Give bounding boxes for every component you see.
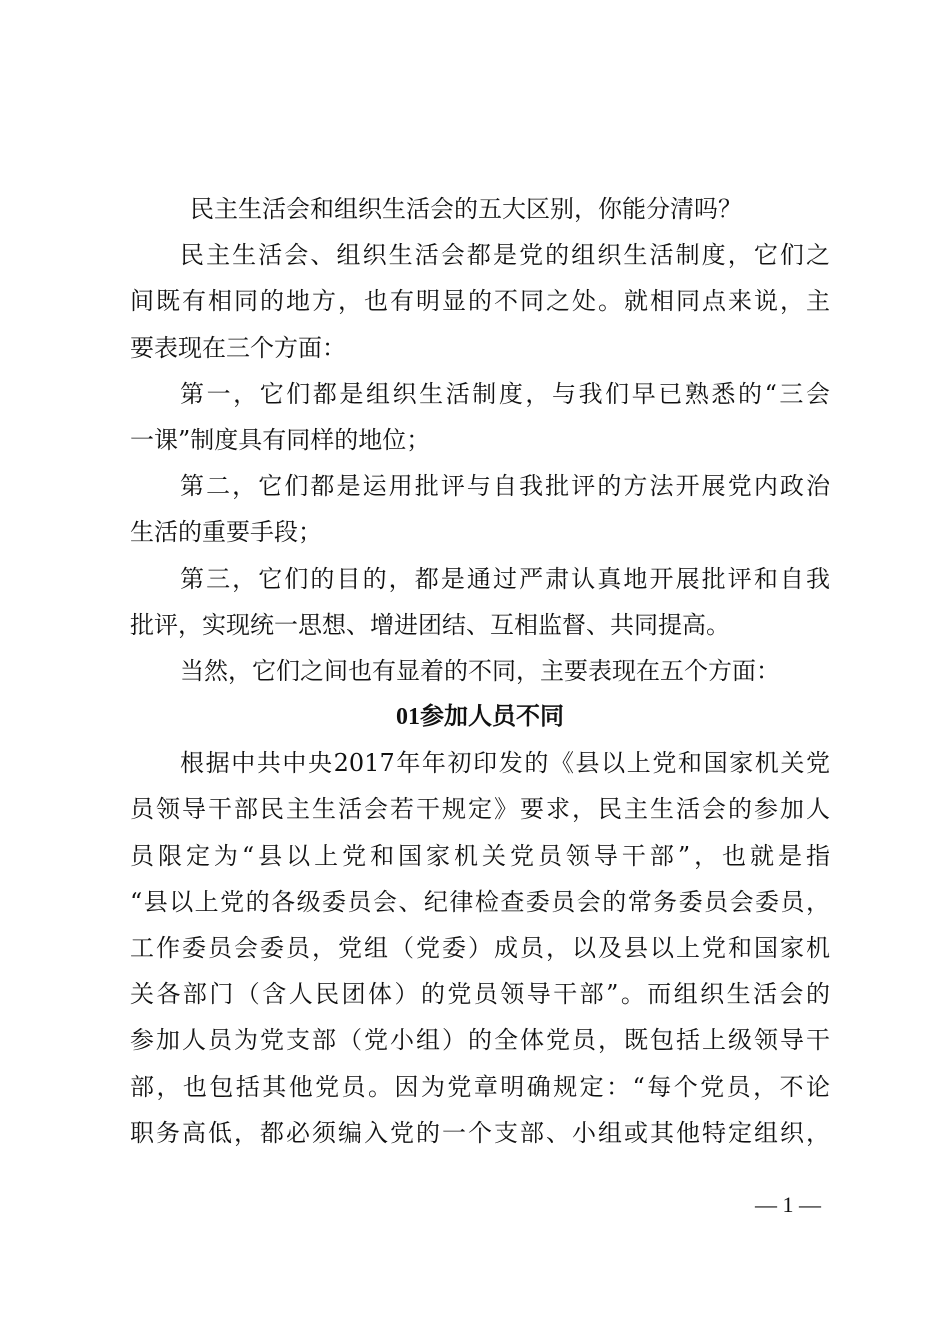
- paragraph-line: 第二，它们都是运用批评与自我批评的方法开展党内政治: [180, 472, 830, 501]
- paragraph-line: 根据中共中央2017年年初印发的《县以上党和国家机关党: [180, 749, 830, 778]
- paragraph-line: 间既有相同的地方，也有明显的不同之处。就相同点来说，主: [130, 287, 830, 316]
- paragraph-line: 参加人员为党支部（党小组）的全体党员，既包括上级领导干: [130, 1026, 830, 1055]
- paragraph-line: 员领导干部民主生活会若干规定》要求，民主生活会的参加人: [130, 795, 830, 824]
- paragraph-line: 第三，它们的目的，都是通过严肃认真地开展批评和自我: [180, 564, 830, 593]
- paragraph-line: 职务高低，都必须编入党的一个支部、小组或其他特定组织，: [130, 1118, 830, 1147]
- paragraph-line: 员限定为“县以上党和国家机关党员领导干部”，也就是指: [130, 841, 830, 870]
- paragraph-line: 部，也包括其他党员。因为党章明确规定：“每个党员，不论: [130, 1072, 830, 1101]
- document-title: 民主生活会和组织生活会的五大区别，你能分清吗？: [190, 195, 742, 223]
- paragraph-line: 民主生活会、组织生活会都是党的组织生活制度，它们之: [180, 241, 830, 270]
- page-number: — 1 —: [755, 1192, 821, 1217]
- section-heading: 01参加人员不同: [396, 704, 564, 731]
- paragraph-line: “县以上党的各级委员会、纪律检查委员会的常务委员会委员，: [130, 887, 830, 916]
- paragraph-line: 批评，实现统一思想、增进团结、互相监督、共同提高。: [130, 610, 730, 639]
- paragraph-line: 工作委员会委员，党组（党委）成员，以及县以上党和国家机: [130, 934, 830, 962]
- paragraph-line: 生活的重要手段；: [130, 518, 322, 547]
- paragraph-line: 一课”制度具有同样的地位；: [130, 425, 431, 454]
- document-page: [130, 186, 830, 1156]
- paragraph-line: 当然，它们之间也有显着的不同，主要表现在五个方面：: [180, 656, 780, 685]
- paragraph-line: 要表现在三个方面：: [130, 333, 346, 362]
- paragraph-line: 第一，它们都是组织生活制度，与我们早已熟悉的“三会: [180, 379, 830, 408]
- paragraph-line: 关各部门（含人民团体）的党员领导干部”。而组织生活会的: [130, 980, 830, 1009]
